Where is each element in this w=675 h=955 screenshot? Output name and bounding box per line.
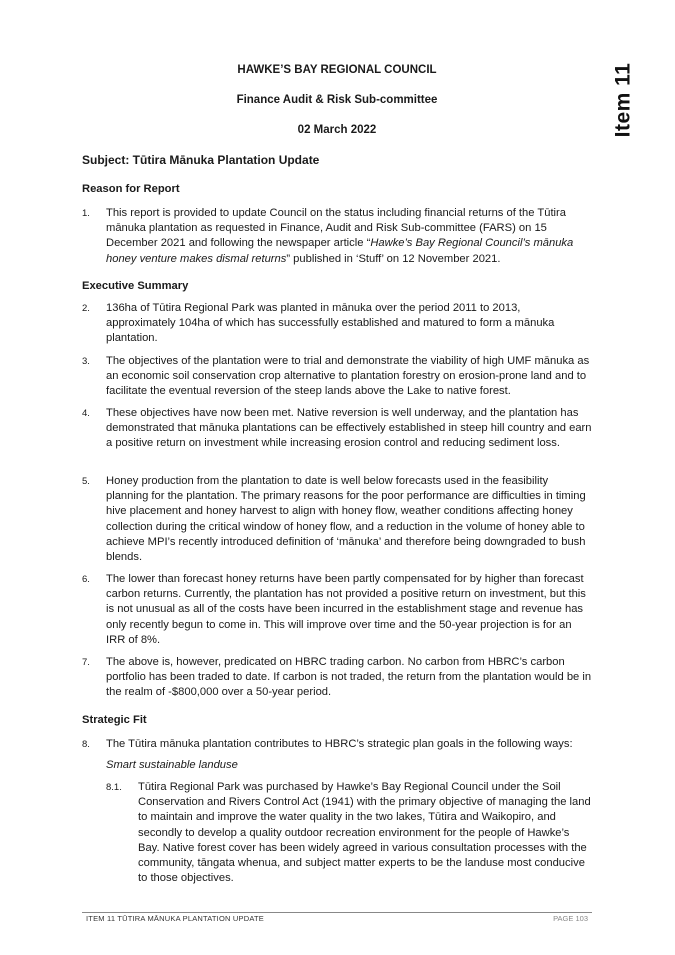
paragraph-number: 4. [82,408,90,419]
paragraph-number: 2. [82,303,90,314]
paragraph-number: 5. [82,476,90,487]
paragraph-8-1 [82,780,592,886]
paragraph-text: Tūtira Regional Park was purchased by Hawke’s Bay Regional Council under the Soil Conservation and Rivers Control Act (1941) with the primary objective of managing the land to maintain and improve the water quality in the two lakes, Tūtira and Waikopiro, and secondly to develop a quality outdoor recreation environment for the people of Hawke’s Bay. Native forest cover has been widely agreed in various consultation processes with the community, tāngata whenua, and subject matter experts to be the landuse most conducive to those objectives. [138,781,591,885]
paragraph-text: 136ha of Tūtira Regional Park was planted in mānuka over the period 2011 to 2013, approximately 104ha of which has successfully established and matured to form a mānuka plantation. [106,302,555,345]
paragraph-number: 1. [82,208,90,219]
item-side-tab-label: Item 11 [611,62,634,138]
footer-divider [82,912,592,913]
paragraph-7 [82,655,592,701]
paragraph-6 [82,572,592,648]
footer-page-number: PAGE 103 [553,914,588,923]
paragraph-text: Honey production from the plantation to date is well below forecasts used in the feasibility planning for the plantation. The primary reasons for the poor performance are difficulties in timing hive placement and honey harvest to align with honey flow, weather conditions affecting honey collection during the critical window of honey flow, and a reduction in the volume of honey able to achieve MPI’s recently introduced definition of ‘mānuka’ and therefore being downgraded to bush blends. [106,475,586,564]
paragraph-text-b: ” published in ‘Stuff’ on 12 November 2021. [286,252,501,265]
article-title: Hawke’s Bay Regional Council’s mānuka honey venture makes dismal returns [106,237,574,265]
paragraph-text: The above is, however, predicated on HBRC trading carbon. No carbon from HBRC’s carbon portfolio has been traded to date. If carbon is not traded, the return from the plantation would be in the realm of -$800,000 over a 50-year period. [106,656,592,699]
committee-name: Finance Audit & Risk Sub-committee [236,94,438,106]
subject-line: Subject: Tūtira Mānuka Plantation Update [82,153,320,167]
paragraph-1 [82,206,592,267]
council-name: HAWKE’S BAY REGIONAL COUNCIL [237,64,437,76]
paragraph-text: The Tūtira mānuka plantation contributes to HBRC’s strategic plan goals in the following ways: [106,738,573,750]
paragraph-text: The objectives of the plantation were to trial and demonstrate the viability of high UMF mānuka as an economic soil conservation crop alternative to plantation forestry on erosion-prone land and to facilitate the eventual reversion of the steep lands above the Lake to native forest. [106,355,590,398]
paragraph-number: 8.1. [106,782,122,793]
paragraph-8 [82,737,592,752]
paragraph-number: 6. [82,574,90,585]
smart-landuse-subheading: Smart sustainable landuse [106,759,238,771]
reason-heading: Reason for Report [82,183,180,195]
paragraph-5 [82,474,592,565]
paragraph-2 [82,301,592,347]
paragraph-number: 3. [82,356,90,367]
paragraph-4 [82,406,592,452]
strategic-fit-heading: Strategic Fit [82,714,147,726]
paragraph-3 [82,354,592,400]
paragraph-number: 7. [82,657,90,668]
paragraph-text [106,206,592,267]
meeting-date: 02 March 2022 [297,124,377,136]
footer-item-title: ITEM 11 TŪTIRA MĀNUKA PLANTATION UPDATE [86,914,264,923]
paragraph-number: 8. [82,739,90,750]
executive-summary-heading: Executive Summary [82,280,189,292]
paragraph-text: The lower than forecast honey returns have been partly compensated for by higher than forecast carbon returns. Currently, the plantation has not provided a positive return on investment, but this is not unusual as all of the costs have been incurred in the establishment stage and revenue has only recently begun to come in. This will improve over time and the 50-year projection is for an IRR of 8%. [106,573,586,646]
item-side-tab [605,60,641,140]
paragraph-text: These objectives have now been met. Native reversion is well underway, and the plantation has demonstrated that mānuka plantations can be effectively established in steep hill country and earn a positive return on investment while increasing erosion control and reducing sediment loss. [106,407,592,450]
paragraph-text-a: This report is provided to update Council on the status including financial returns of the Tūtira mānuka plantation as requested in Finance, Audit and Risk Sub-committee (FARS) on 15 December 2021 and following the newspaper article “ [106,207,566,250]
